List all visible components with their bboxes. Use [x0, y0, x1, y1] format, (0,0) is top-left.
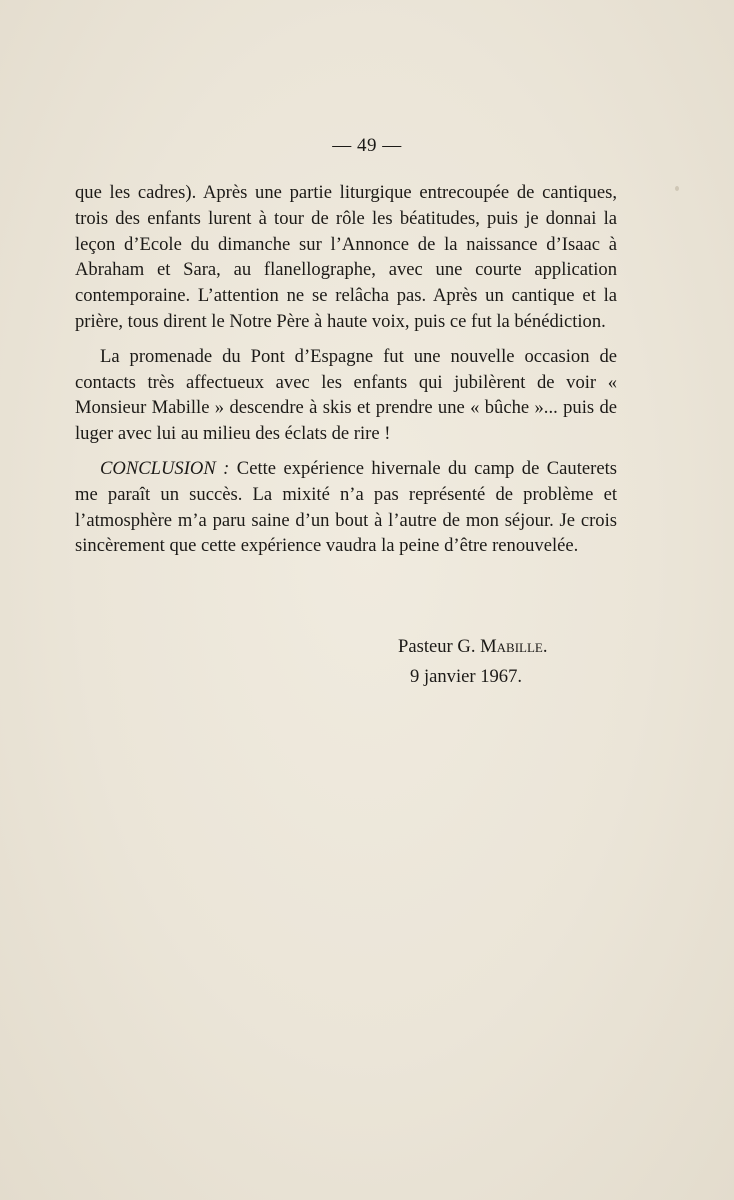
paragraph-1: que les cadres). Après une partie liturgique entrecoupée de cantiques, trois des enfants lurent à tour de rôle les béatitudes, puis je donnai la leçon d’Ecole du dimanche sur l’Annonce de la naissance d’Isaac à Abraham et Sara, au flanellographe, avec une courte application contemporaine. L’attention ne se relâcha pas. Après un cantique et la prière, tous dirent le Notre Père à haute voix, puis ce fut la bénédiction.: [75, 182, 617, 332]
paragraph-3: [75, 456, 617, 559]
signature-name: [398, 632, 548, 662]
paper-speck: [675, 186, 679, 191]
page-number: — 49 —: [332, 135, 402, 156]
signature-period: .: [542, 636, 548, 657]
signature-title: Pasteur G.: [398, 636, 481, 657]
body-text: [75, 180, 617, 559]
conclusion-text: Cette expérience hivernale du camp de Cauterets me paraît un succès. La mixité n’a pas représenté de problème et l’atmosphère m’a paru saine d’un bout à l’autre de mon séjour. Je crois sincèrement que cette expérience vaudra la peine d’être renouvelée.: [75, 457, 617, 557]
signature-block: [398, 632, 548, 692]
signature-date: 9 janvier 1967.: [410, 666, 523, 687]
paragraph-2: La promenade du Pont d’Espagne fut une nouvelle occasion de contacts très affectueux avec les enfants qui jubilèrent de voir « Monsieur Mabille » descendre à skis et prendre une « bûche »... puis de luger avec lui au milieu des éclats de rire !: [75, 345, 617, 445]
conclusion-heading: CONCLUSION :: [100, 457, 230, 479]
signature-surname: Mabille: [480, 636, 543, 657]
